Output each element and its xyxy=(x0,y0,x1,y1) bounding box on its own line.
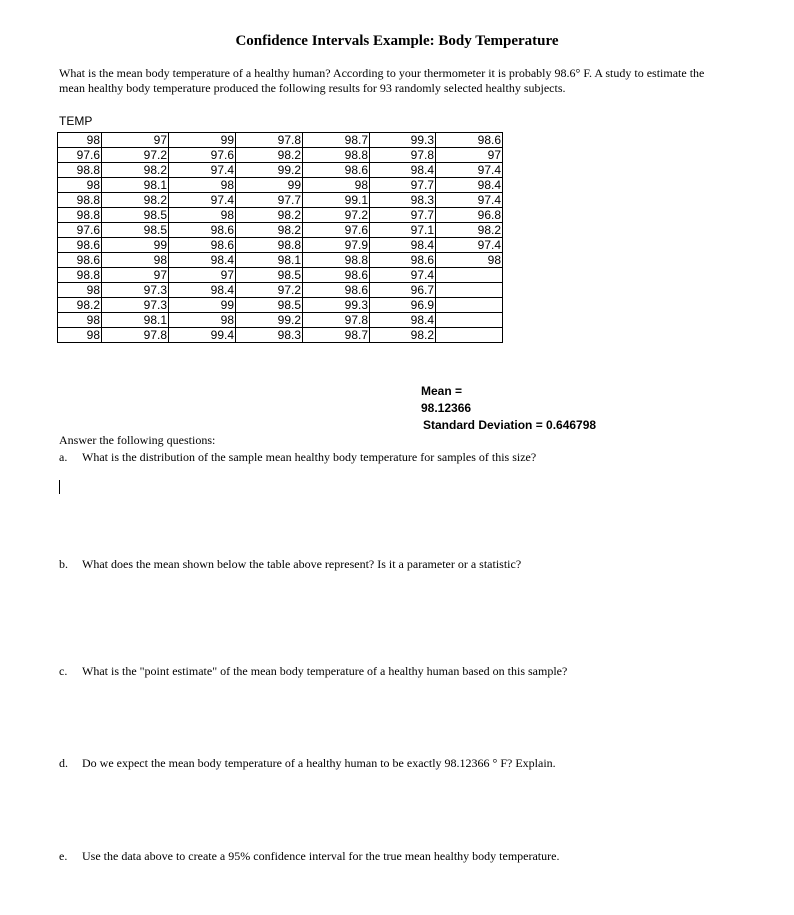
table-cell: 98.2 xyxy=(102,163,169,178)
question-letter: b. xyxy=(59,557,68,571)
table-row xyxy=(58,328,503,343)
table-cell: 97 xyxy=(436,148,503,163)
table-cell: 97.4 xyxy=(436,163,503,178)
table-cell: 98.8 xyxy=(58,163,102,178)
table-cell: 98.7 xyxy=(303,133,370,148)
table-cell: 98 xyxy=(169,313,236,328)
table-cell: 97 xyxy=(102,268,169,283)
table-row xyxy=(58,253,503,268)
table-cell: 98.4 xyxy=(169,283,236,298)
table-cell: 98 xyxy=(169,178,236,193)
table-row xyxy=(58,313,503,328)
table-cell: 98 xyxy=(169,208,236,223)
table-cell: 97.2 xyxy=(303,208,370,223)
table-cell: 98.2 xyxy=(236,223,303,238)
question-letter: c. xyxy=(59,664,68,678)
questions-intro: Answer the following questions: xyxy=(59,433,216,447)
question-c xyxy=(59,664,567,679)
table-cell: 99.3 xyxy=(370,133,436,148)
table-cell: 99.4 xyxy=(169,328,236,343)
table-cell: 99.2 xyxy=(236,163,303,178)
table-cell: 99.1 xyxy=(303,193,370,208)
table-row xyxy=(58,268,503,283)
table-row xyxy=(58,133,503,148)
table-row xyxy=(58,283,503,298)
table-row xyxy=(58,223,503,238)
table-cell: 97.9 xyxy=(303,238,370,253)
table-cell: 97.2 xyxy=(102,148,169,163)
table-cell: 97.4 xyxy=(436,193,503,208)
table-cell: 97.7 xyxy=(370,208,436,223)
table-cell: 96.7 xyxy=(370,283,436,298)
intro-paragraph: What is the mean body temperature of a healthy human? According to your thermometer it is probably 98.6° F. A study to estimate the mean healthy body temperature produced the following results for 93 randomly selected healthy subjects. xyxy=(59,66,705,95)
table-cell: 98.2 xyxy=(370,328,436,343)
table-cell: 98.7 xyxy=(303,328,370,343)
table-cell: 98.2 xyxy=(236,148,303,163)
table-cell xyxy=(436,283,503,298)
table-cell: 97.4 xyxy=(370,268,436,283)
table-cell: 98.6 xyxy=(169,238,236,253)
table-row xyxy=(58,163,503,178)
table-cell: 98.4 xyxy=(370,313,436,328)
table-cell: 97.7 xyxy=(236,193,303,208)
table-row xyxy=(58,178,503,193)
text-cursor[interactable] xyxy=(59,480,60,494)
question-text: What is the distribution of the sample mean healthy body temperature for samples of this size? xyxy=(82,450,537,464)
table-cell: 98.4 xyxy=(370,163,436,178)
table-cell: 98.3 xyxy=(236,328,303,343)
table-cell: 97.8 xyxy=(370,148,436,163)
table-cell: 99 xyxy=(236,178,303,193)
table-cell: 98 xyxy=(58,283,102,298)
table-cell: 98 xyxy=(102,253,169,268)
table-cell: 98 xyxy=(58,328,102,343)
table-cell: 97.4 xyxy=(169,163,236,178)
table-cell: 98.6 xyxy=(436,133,503,148)
table-cell: 98.2 xyxy=(58,298,102,313)
table-cell: 98.6 xyxy=(303,163,370,178)
table-cell: 98.1 xyxy=(236,253,303,268)
table-cell: 98.6 xyxy=(169,223,236,238)
table-cell: 99 xyxy=(169,133,236,148)
table-cell: 98.8 xyxy=(58,208,102,223)
table-cell: 99 xyxy=(169,298,236,313)
table-cell: 97.3 xyxy=(102,298,169,313)
table-cell: 98.5 xyxy=(102,223,169,238)
table-cell: 98.8 xyxy=(58,268,102,283)
table-row xyxy=(58,208,503,223)
question-text: What is the "point estimate" of the mean body temperature of a healthy human based on this sample? xyxy=(82,664,568,678)
table-cell xyxy=(436,298,503,313)
table-cell xyxy=(436,328,503,343)
table-cell: 97.6 xyxy=(303,223,370,238)
table-cell: 98 xyxy=(303,178,370,193)
table-cell: 99.2 xyxy=(236,313,303,328)
table-cell: 98.3 xyxy=(370,193,436,208)
table-cell: 98.6 xyxy=(370,253,436,268)
table-cell: 97.6 xyxy=(169,148,236,163)
table-cell: 98 xyxy=(436,253,503,268)
question-letter: e. xyxy=(59,849,68,863)
table-row xyxy=(58,238,503,253)
question-d xyxy=(59,756,556,771)
table-cell: 98.2 xyxy=(436,223,503,238)
table-row xyxy=(58,193,503,208)
table-cell: 97 xyxy=(102,133,169,148)
table-cell: 98.8 xyxy=(303,148,370,163)
question-text: Use the data above to create a 95% confidence interval for the true mean healthy body temperature. xyxy=(82,849,560,863)
table-cell: 97.4 xyxy=(436,238,503,253)
table-cell: 97.3 xyxy=(102,283,169,298)
table-cell: 98.6 xyxy=(58,253,102,268)
table-cell: 98.2 xyxy=(102,193,169,208)
standard-deviation: Standard Deviation = 0.646798 xyxy=(423,418,597,432)
table-cell: 97.6 xyxy=(58,148,102,163)
table-cell: 99 xyxy=(102,238,169,253)
table-row xyxy=(58,148,503,163)
table-cell: 98.6 xyxy=(303,268,370,283)
table-cell: 99.3 xyxy=(303,298,370,313)
table-cell: 98.5 xyxy=(102,208,169,223)
document-title: Confidence Intervals Example: Body Temperature xyxy=(235,33,559,49)
table-cell: 97.1 xyxy=(370,223,436,238)
table-cell: 96.9 xyxy=(370,298,436,313)
table-cell: 97.8 xyxy=(236,133,303,148)
table-cell: 98.8 xyxy=(236,238,303,253)
table-cell: 98 xyxy=(58,133,102,148)
table-cell: 98.5 xyxy=(236,268,303,283)
table-cell: 98 xyxy=(58,313,102,328)
mean-value: 98.12366 xyxy=(421,401,472,415)
table-cell: 98.8 xyxy=(58,193,102,208)
table-cell: 98 xyxy=(58,178,102,193)
table-cell: 97.6 xyxy=(58,223,102,238)
table-cell: 97.4 xyxy=(169,193,236,208)
table-cell xyxy=(436,268,503,283)
table-cell: 98.6 xyxy=(303,283,370,298)
mean-label: Mean = xyxy=(421,384,463,398)
question-a xyxy=(59,450,536,465)
table-cell xyxy=(436,313,503,328)
table-cell: 98.2 xyxy=(236,208,303,223)
table-cell: 98.5 xyxy=(236,298,303,313)
table-row xyxy=(58,298,503,313)
table-cell: 97.8 xyxy=(303,313,370,328)
table-header-temp: TEMP xyxy=(59,114,93,128)
temperature-data-table xyxy=(57,132,503,343)
table-cell: 97.8 xyxy=(102,328,169,343)
table-cell: 98.8 xyxy=(303,253,370,268)
table-cell: 97.7 xyxy=(370,178,436,193)
table-cell: 97 xyxy=(169,268,236,283)
question-text: Do we expect the mean body temperature of a healthy human to be exactly 98.12366 ° F? Explain. xyxy=(82,756,556,770)
table-cell: 98.1 xyxy=(102,313,169,328)
table-cell: 97.2 xyxy=(236,283,303,298)
table-cell: 96.8 xyxy=(436,208,503,223)
question-e xyxy=(59,849,559,864)
question-text: What does the mean shown below the table above represent? Is it a parameter or a statistic? xyxy=(82,557,522,571)
table-cell: 98.6 xyxy=(58,238,102,253)
table-cell: 98.4 xyxy=(370,238,436,253)
question-letter: d. xyxy=(59,756,68,770)
table-cell: 98.4 xyxy=(169,253,236,268)
question-letter: a. xyxy=(59,450,68,464)
table-cell: 98.1 xyxy=(102,178,169,193)
question-b xyxy=(59,557,521,572)
table-cell: 98.4 xyxy=(436,178,503,193)
